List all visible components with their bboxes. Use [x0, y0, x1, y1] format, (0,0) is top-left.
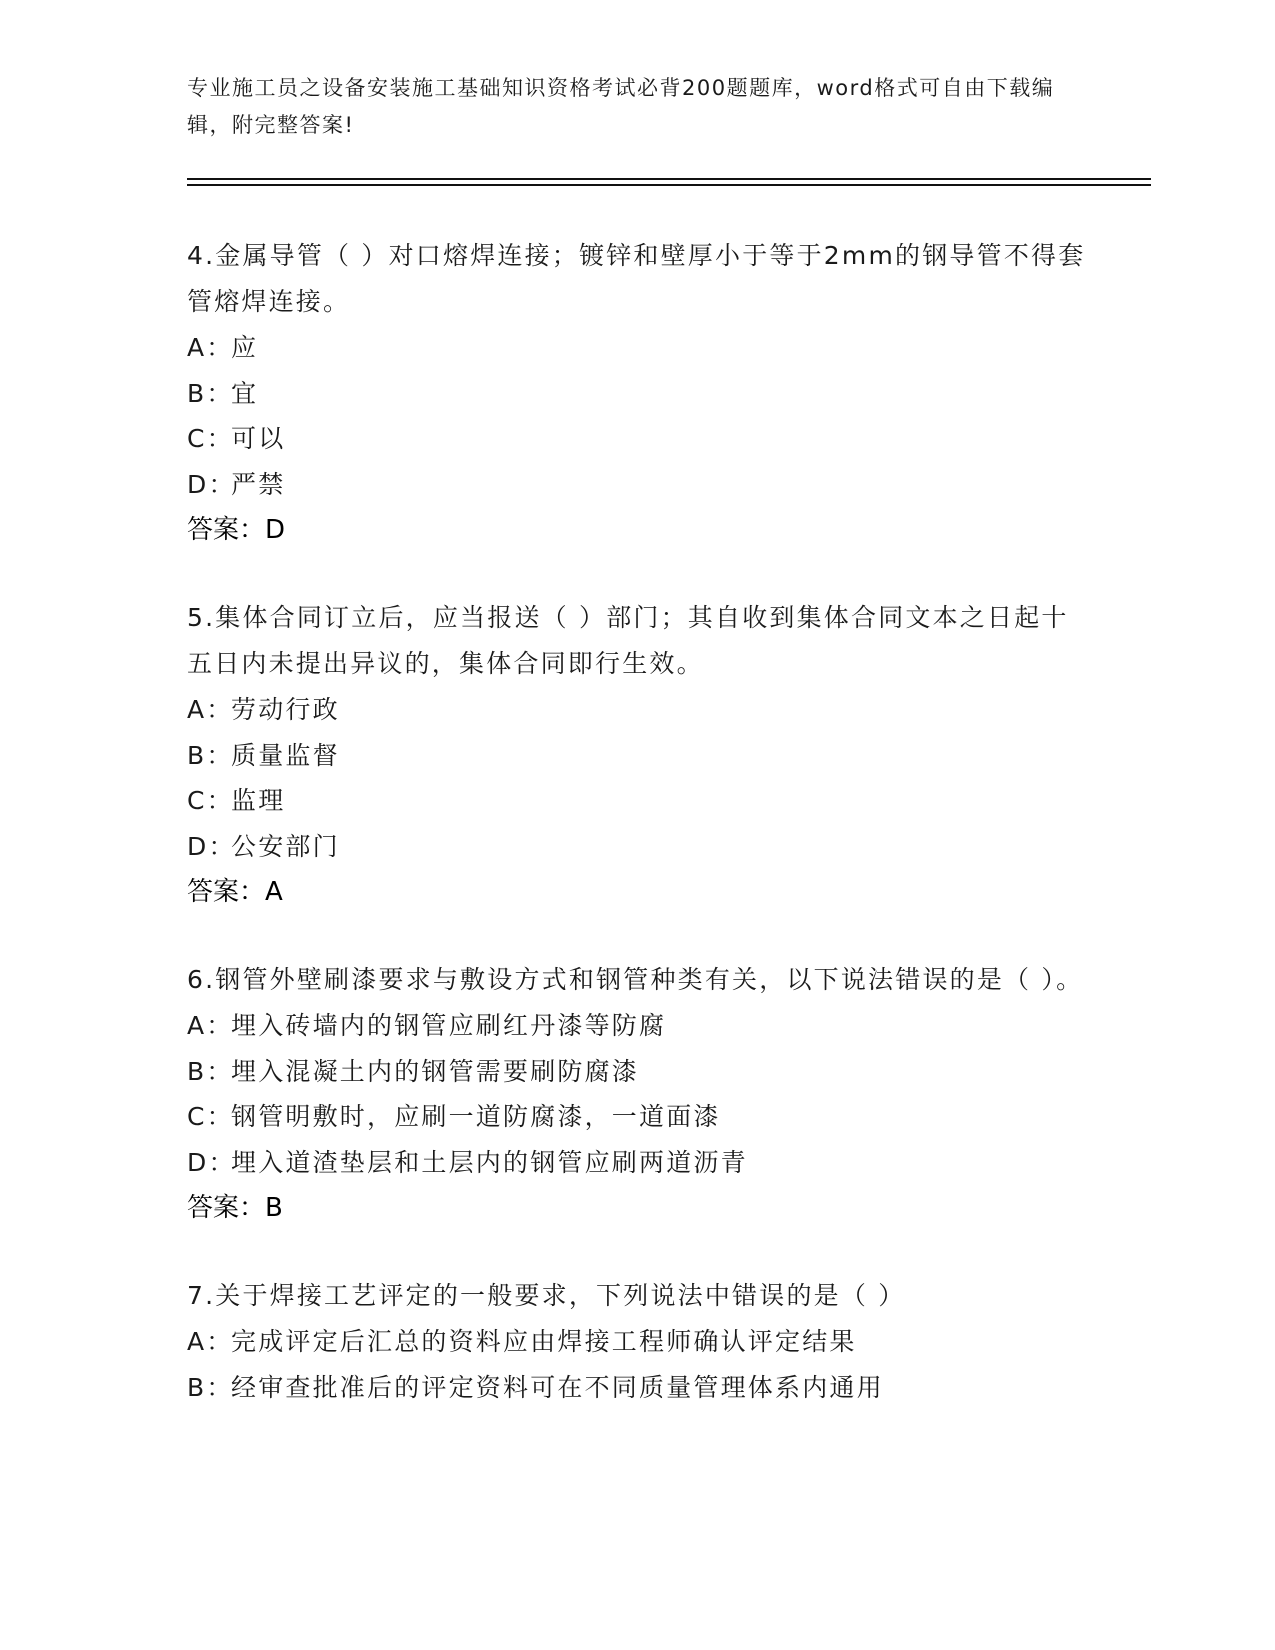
option-b [187, 1049, 1087, 1095]
option-key: C： [187, 424, 234, 453]
document-header: 专业施工员之设备安装施工基础知识资格考试必背200题题库，word格式可自由下载编辑，附完整答案! [187, 76, 1055, 137]
question-stem: 7.关于焊接工艺评定的一般要求，下列说法中错误的是（ ） [187, 1281, 906, 1310]
question-list [187, 233, 1087, 1452]
option-key: A： [187, 333, 234, 362]
option-a [187, 1003, 1087, 1049]
option-c [187, 1094, 1087, 1140]
question-5 [187, 595, 1087, 915]
answer: 答案：B [187, 1193, 283, 1223]
header-divider-top [187, 178, 1151, 180]
option-d [187, 1140, 1087, 1186]
option-d [187, 462, 1087, 508]
option-key: D： [187, 469, 236, 499]
option-text: 质量监督 [231, 740, 340, 770]
option-text: 经审查批准后的评定资料可在不同质量管理体系内通用 [231, 1372, 884, 1402]
option-c [187, 778, 1087, 824]
option-key: C： [187, 786, 234, 815]
option-key: A： [187, 1011, 234, 1040]
option-key: A： [187, 1327, 234, 1356]
option-text: 埋入砖墙内的钢管应刷红丹漆等防腐 [231, 1011, 667, 1040]
question-6 [187, 957, 1087, 1231]
option-b [187, 1365, 1087, 1411]
option-a [187, 325, 1087, 371]
option-key: A： [187, 695, 234, 724]
option-a [187, 687, 1087, 733]
option-text: 严禁 [231, 469, 286, 499]
option-b [187, 733, 1087, 779]
option-text: 宜 [231, 378, 259, 408]
option-text: 埋入道渣垫层和土层内的钢管应刷两道沥青 [231, 1147, 748, 1177]
option-key: B： [187, 378, 234, 408]
option-text: 完成评定后汇总的资料应由焊接工程师确认评定结果 [231, 1327, 857, 1356]
question-stem: 6.钢管外壁刷漆要求与敷设方式和钢管种类有关，以下说法错误的是（ ）。 [187, 965, 1084, 994]
option-key: B： [187, 1372, 234, 1402]
option-key: D： [187, 1147, 236, 1177]
question-4 [187, 233, 1087, 553]
question-7 [187, 1273, 1087, 1410]
option-a [187, 1319, 1087, 1365]
option-key: D： [187, 831, 236, 861]
answer: 答案：D [187, 515, 286, 545]
option-text: 埋入混凝土内的钢管需要刷防腐漆 [231, 1056, 640, 1086]
option-key: B： [187, 740, 234, 770]
option-text: 劳动行政 [231, 695, 340, 724]
option-text: 公安部门 [231, 831, 340, 861]
option-d [187, 824, 1087, 870]
answer: 答案：A [187, 877, 283, 907]
option-c [187, 416, 1087, 462]
header-divider-bottom [187, 184, 1151, 186]
option-text: 监理 [231, 786, 286, 815]
option-text: 应 [231, 333, 259, 362]
question-stem: 4.金属导管（ ）对口熔焊连接；镀锌和壁厚小于等于2mm的钢导管不得套管熔焊连接。 [187, 241, 1086, 316]
option-text: 钢管明敷时，应刷一道防腐漆，一道面漆 [231, 1102, 721, 1131]
option-key: C： [187, 1102, 234, 1131]
option-text: 可以 [231, 424, 286, 453]
option-b [187, 371, 1087, 417]
option-key: B： [187, 1056, 234, 1086]
question-stem: 5.集体合同订立后，应当报送（ ）部门；其自收到集体合同文本之日起十五日内未提出异议的，集体合同即行生效。 [187, 603, 1069, 678]
